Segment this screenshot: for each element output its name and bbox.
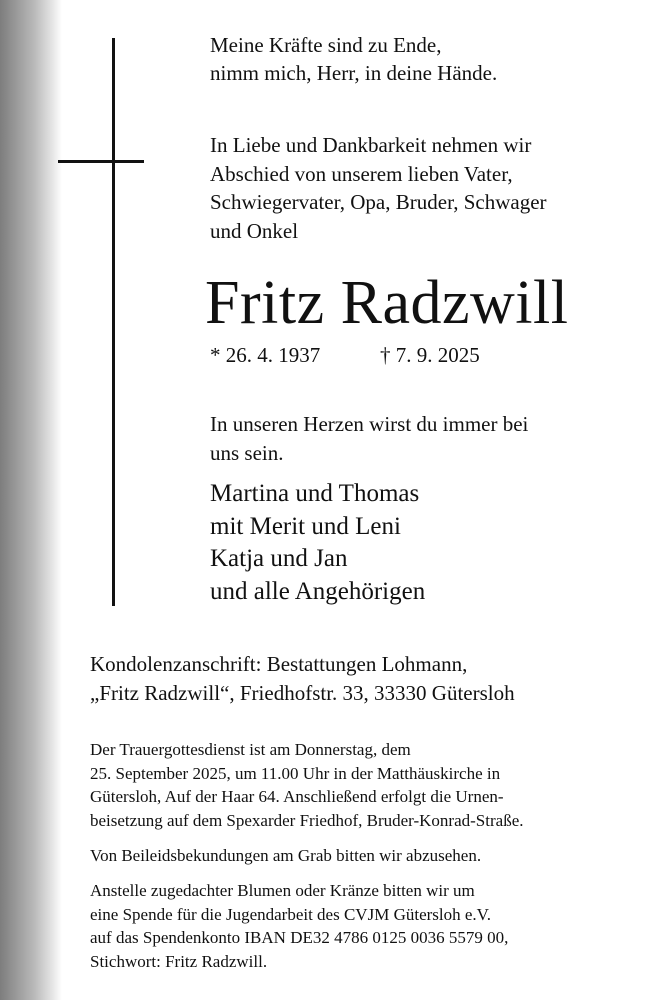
intro-text: In Liebe und Dankbarkeit nehmen wir Abschied von unserem lieben Vater, Schwiegervater, Opa, Bruder, Schwager und Onkel — [210, 133, 547, 243]
service-info: Der Trauergottesdienst ist am Donnerstag, dem 25. September 2025, um 11.00 Uhr in der Matthäuskirche in Gütersloh, Auf der Haar 64. Anschließend erfolgt die Urnen- beisetzung auf dem Spexarder Friedhof, Bruder-Konrad-Straße. — [90, 740, 524, 830]
cross-horizontal-bar — [58, 160, 144, 163]
condolence-address: Kondolenzanschrift: Bestattungen Lohmann, „Fritz Radzwill“, Friedhofstr. 33, 33330 Gütersloh — [90, 652, 515, 705]
birth-date: * 26. 4. 1937 — [210, 343, 321, 367]
motto-verse: Meine Kräfte sind zu Ende, nimm mich, Herr, in deine Hände. — [210, 33, 498, 85]
cross-vertical-bar — [112, 38, 115, 606]
remembrance-text: In unseren Herzen wirst du immer bei uns sein. — [210, 412, 529, 465]
page-edge-shadow — [0, 0, 62, 1000]
death-date: † 7. 9. 2025 — [380, 343, 480, 367]
donation-info: Anstelle zugedachter Blumen oder Kränze bitten wir um eine Spende für die Jugendarbeit des CVJM Gütersloh e.V. auf das Spendenkonto IBAN DE32 4786 0125 0036 5579 00, Stichwort: Fritz Radzwill. — [90, 881, 509, 971]
no-condolences-note: Von Beileidsbekundungen am Grab bitten wir abzusehen. — [90, 846, 482, 865]
deceased-name: Fritz Radzwill — [205, 269, 569, 337]
mourners-list: Martina und Thomas mit Merit und Leni Katja und Jan und alle Angehörigen — [210, 480, 426, 605]
